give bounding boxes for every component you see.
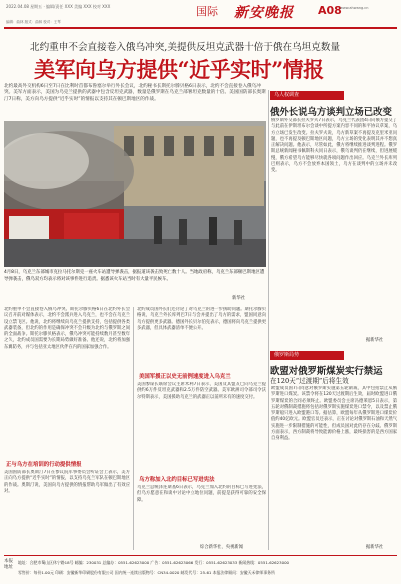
- article-column-1b: 美国国防部长奥斯汀7日在参议院军事委员会听证会上表示，美方正向乌方提供“近乎实时”的情报，以支持乌克兰军队在顿巴斯地区的作战。奥斯汀说，美国向乌方提供的情报帮助乌军做出了有效应对。: [4, 470, 130, 494]
- article-headline: 美军向乌方提供“近乎实时”情报: [34, 57, 324, 82]
- footer: [4, 555, 397, 582]
- photo-credit: 新华社: [232, 296, 246, 301]
- page-number: A08: [318, 4, 342, 17]
- footer-line-1: 地址：合肥市蜀山区休宁路18号 邮编：230031 总编办：0551-62623000 广告：0551-62623066 发行：0551-62623033 新闻热线：0551-62623000: [18, 560, 290, 565]
- train-station-fire-photo: [4, 121, 266, 267]
- article-column-2c: 乌克兰总统泽连斯基6日表示，乌克兰加入北约的目标已写进宪法，但乌方愿意在和谈中讨论中立地位问题，前提是获得可靠的安全保障。: [137, 485, 266, 503]
- right-body-1: 俄罗斯外交部长拉夫罗夫7日表示，乌克兰代表团4日向俄方提交了与此前在伊斯坦布尔会谈中所提方案内容不同的和平协议草案，乌方立场已发生改变。拉夫罗夫说，乌方新草案不再提及克里米亚问题，也不再提及顿巴斯地区问题，乌方立场的变化表明其并不想真正解决问题。他表示，尽管如此，俄方将继续推进谈判进程。俄罗斯总统新闻秘书佩斯科夫同日表示，俄乌谈判仍在继续，但进展缓慢，俄方希望乌方能够尽快就各项问题作出回应。乌克兰外长库列巴则表示，乌方不会放弃本国领土，乌方在谈判中的立场并未改变。: [271, 118, 397, 174]
- article-lead: 北约最高外交机构6日至7日在比利时首都布鲁塞尔举行外长会议，北约秘书长斯托尔滕贝格6日表示，北约不会直接卷入俄乌冲突。美军方面表示，美国为乌克兰提供的武器中包含反坦克武器，数量是俄罗斯在乌克兰部署坦克数量的十倍。美国国防部长奥斯汀7日称，美方向乌方提供“近乎实时”的情报以支持其在顿巴斯地区的作战。: [4, 84, 266, 102]
- right-column-rule: [268, 90, 269, 550]
- article-kicker: 北约重申不会直接卷入俄乌冲突,美提供反坦克武器十倍于俄在乌坦克数量: [30, 42, 341, 53]
- right-section-tag-1: 乌人权调查: [270, 91, 344, 100]
- editor-info: 编辑：曲林 版式：曲林 校对：王琴: [6, 20, 61, 24]
- column-rule: [133, 307, 134, 550]
- newspaper-logo: 新安晚报: [234, 5, 294, 21]
- news-photo: [4, 121, 266, 267]
- column-1-subhead: 正与乌方在培训的行动提供情报: [6, 462, 82, 468]
- header-divider: [4, 27, 397, 29]
- footer-line-2: 零售价：每份1.00元 印刷：安徽新华印刷股份有限公司 国内统一连续出版物号：CN34-0020 邮发代号：25-61 本报法律顾问：安徽天禾律师事务所: [18, 570, 275, 575]
- article-column-1: 北约重申不会直接卷入俄乌冲突。斯托尔滕贝格6日在北约外长会议召开前对媒体表示，北约不会派兵进入乌克兰，也不会在乌克兰设立禁飞区。他说，北约将继续向乌克兰提供支持，包括提供各类武器装备，但北约的作用是确保冲突不会升级为北约与俄罗斯之间的全面战争。斯托尔滕贝格表示，俄乌冲突可能持续数月甚至数年之久，北约成员国需要为长期局势做好准备。他还说，北约将加强东翼防务，并与包括亚太地区伙伴在内的国家加强合作。: [4, 307, 130, 350]
- masthead: [0, 0, 401, 36]
- article-column-2: 北约成员国外长们还讨论了对乌克兰的进一步援助问题。斯托尔滕贝格说，乌克兰外长库列巴7日与会并提出了乌方的需求，盟国同意向乌方提供更多武器。德国外长贝尔伯克表示，德国将向乌克兰提供更多武器，但具体武器清单不便公开。: [137, 307, 266, 331]
- article-credit: 综合新华社、央视新闻: [200, 545, 243, 550]
- section-name: 国际: [196, 5, 218, 18]
- article-column-2b: 美国参谋长联席会议主席米利7日表示，美国及其盟友已向乌克兰提供约6万件反坦克武器和2.5万件防空武器。美军欧洲司令部司令沃尔特斯表示，美国援助乌克兰的武器正以前所未有的速度交付。: [137, 382, 266, 400]
- right-section-tag-2: 俄罗斯局势: [270, 351, 344, 360]
- photo-caption: 4月8日，乌克兰东部城市克拉马托尔斯克一座火车站遭导弹袭击，据报道该袭击致死亡数十人。当地政府称，乌克兰东部顿巴斯地区遭导弹袭击，俄乌双方均表示将对该事件进行追责。据悉该火车站当时有大量平民候车。: [4, 270, 265, 282]
- right-subheadline-2: 在120天“过渡期”后将生效: [270, 377, 349, 385]
- column-2-subhead: 美国军援正以史无前例速度进入乌克兰: [139, 374, 231, 380]
- issue-date: 2022.04.08 星期五 · 编辑/责任 XXX 美编 XXX 校对 XXX: [6, 4, 111, 9]
- right-credit-1: 据新华社: [366, 338, 384, 343]
- column-2-subhead-2: 乌方称加入北约目标已写进宪法: [139, 477, 215, 483]
- website: www.ahwang.cn: [340, 6, 369, 10]
- right-credit-2: 据新华社: [366, 545, 384, 550]
- right-body-2: 欧盟成员国7日同意对俄罗斯实施第五轮制裁，其中包括禁止从俄罗斯进口煤炭。该禁令将在120天过渡期后生效，届时欧盟进口俄罗斯煤炭的合同必须终止。欧盟委员会主席冯德莱恩5日表示，第五轮对俄制裁措施将包括对俄罗斯实施煤炭进口禁令，以及禁止俄罗斯船只进入欧盟港口等。据估算，欧盟每年从俄罗斯进口煤炭价值约40亿欧元。欧盟官员还表示，正在讨论对俄罗斯石油和天然气实施进一步限制措施的可能性，但成员国对此仍存在分歧。俄罗斯方面表示，西方制裁将导致能源价格上涨，最终损害的是西方国家自身利益。: [271, 386, 397, 442]
- footer-label: 本报地址: [4, 559, 13, 570]
- right-headline-2: 欧盟对俄罗斯煤炭实行禁运: [270, 366, 383, 377]
- right-headline-1: 俄外长说乌方谈判立场已改变: [270, 107, 392, 118]
